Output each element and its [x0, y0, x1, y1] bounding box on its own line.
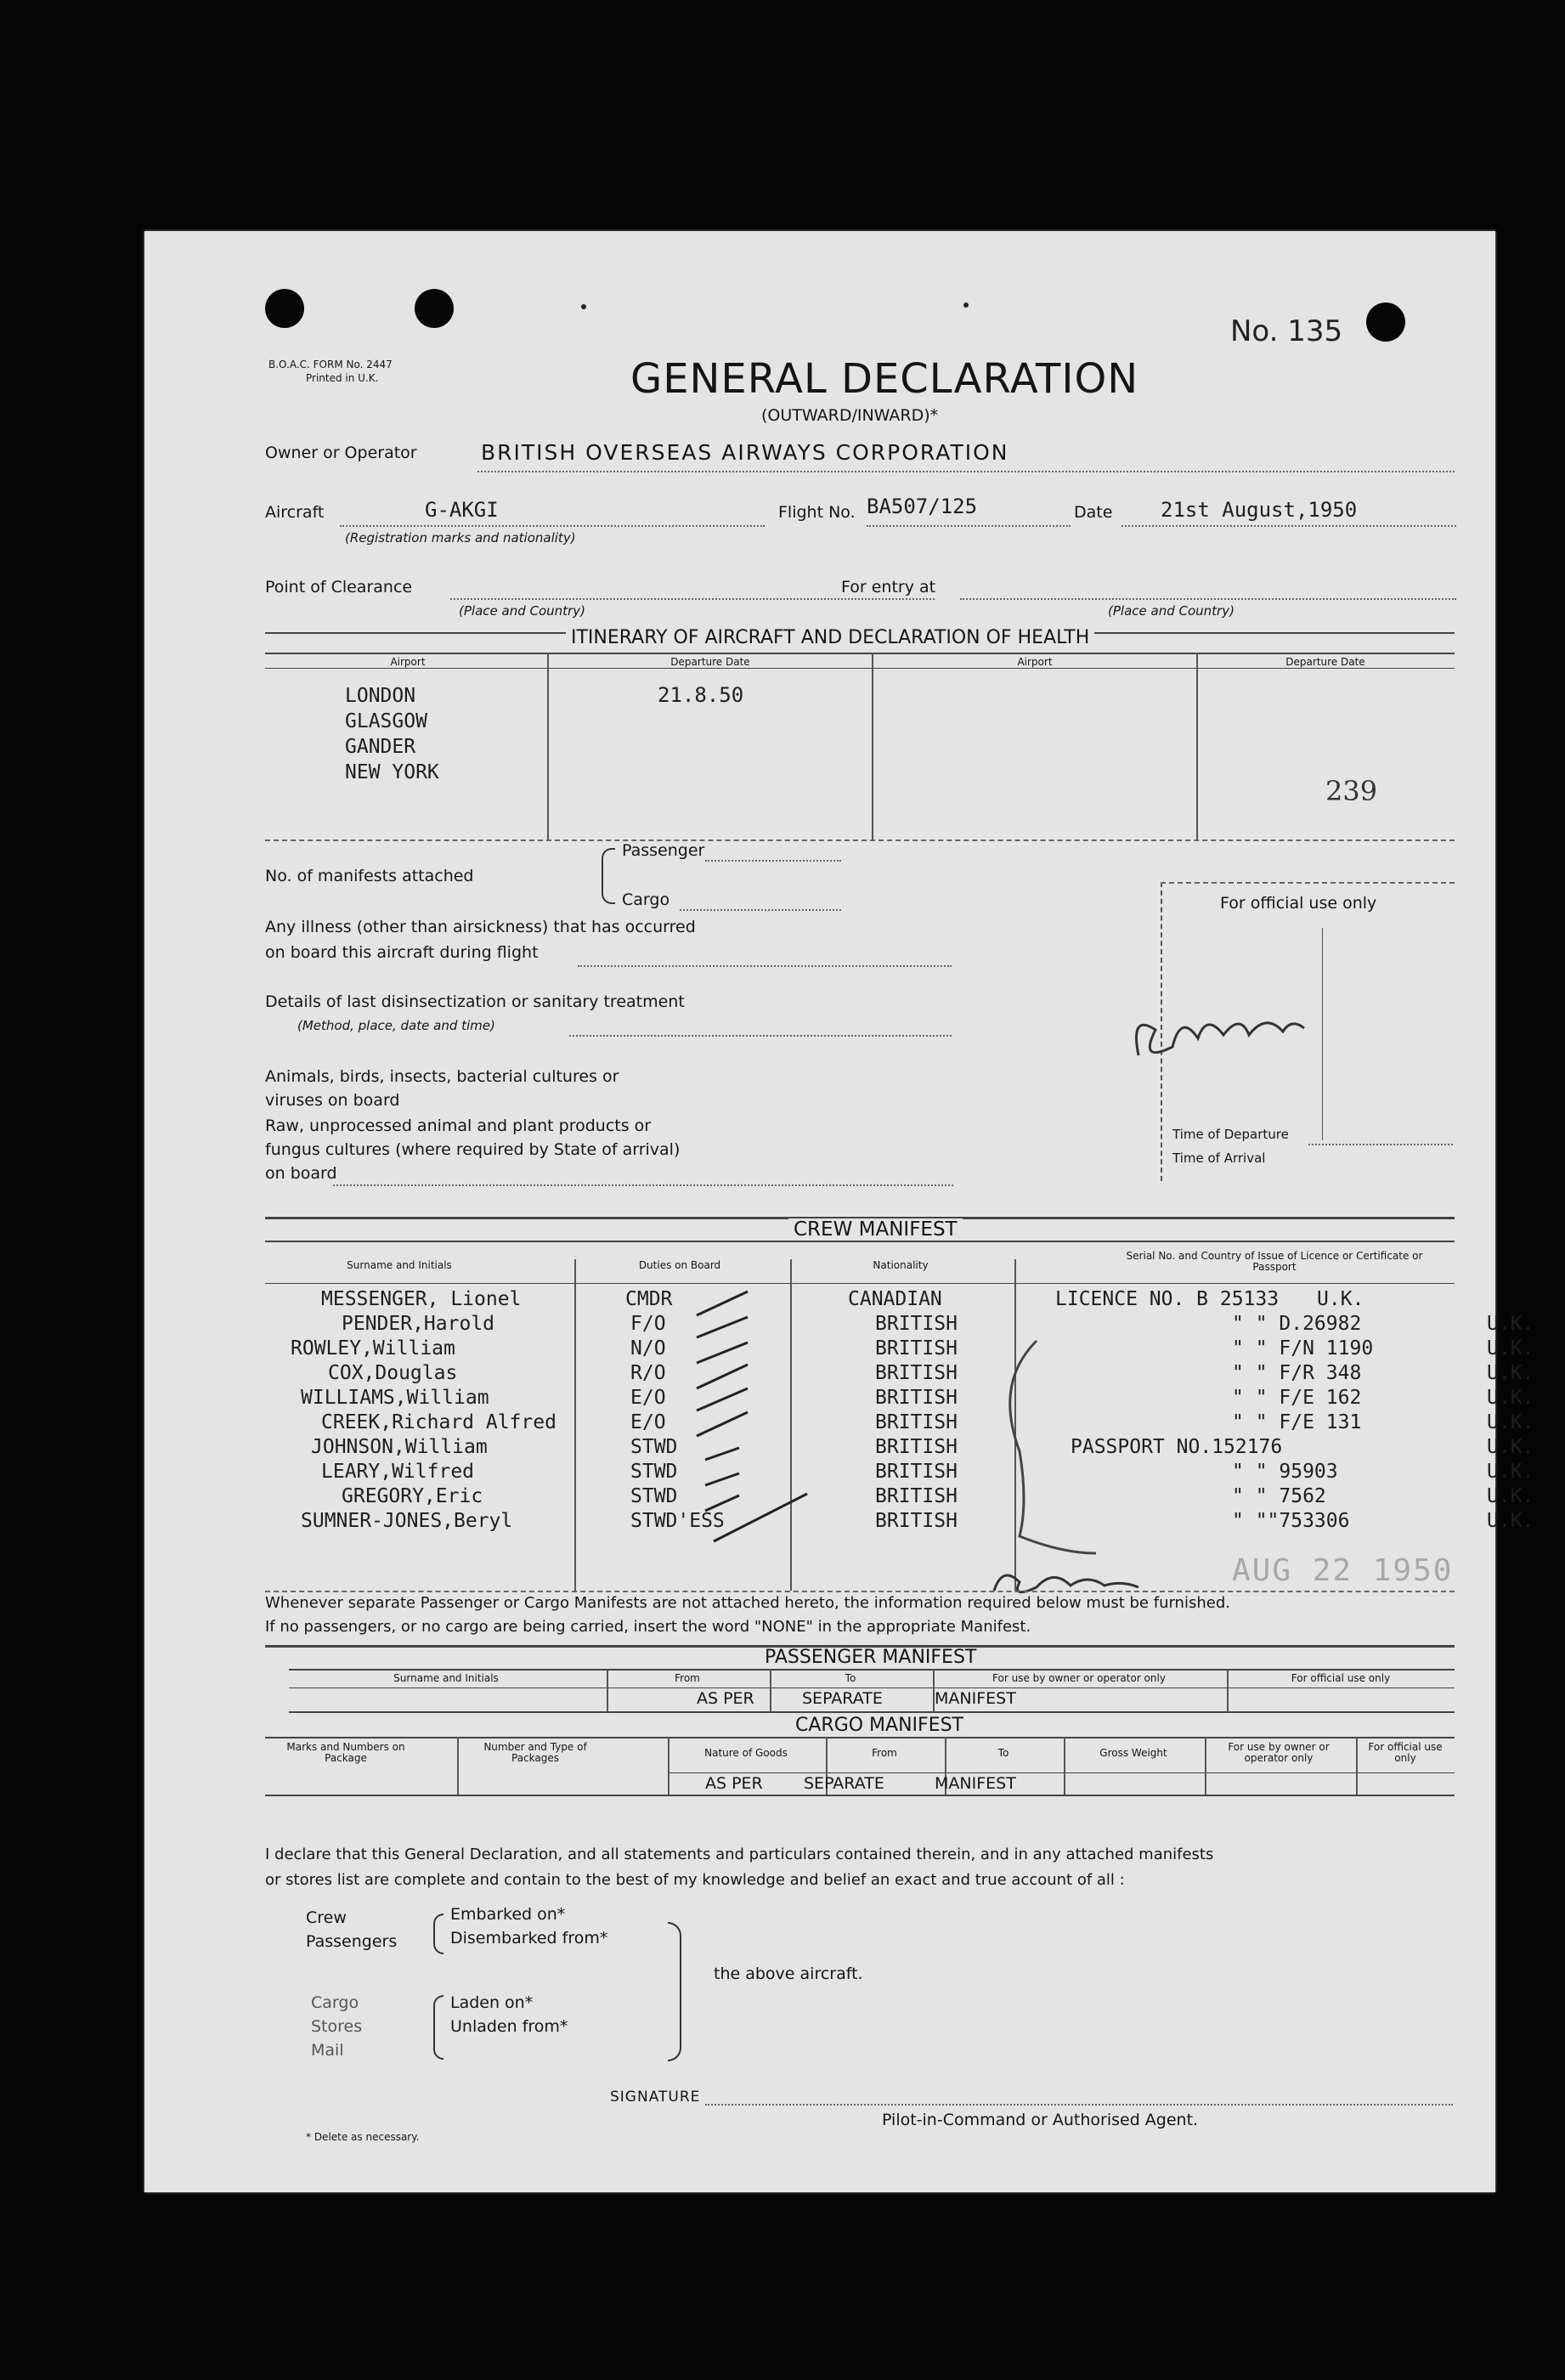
departure-date: 21.8.50 — [658, 683, 744, 707]
cargo-to-header: To — [997, 1747, 1009, 1759]
crew-document: " " F/E 162 — [1232, 1387, 1362, 1409]
itinerary-airports — [345, 683, 439, 785]
above-aircraft: the above aircraft. — [714, 1964, 863, 1983]
crew-document: PASSPORT NO.152176 — [1071, 1436, 1283, 1458]
handwritten-number: 239 — [1325, 775, 1378, 807]
crew-check-marks — [620, 1281, 1232, 1570]
illness-line-1: Any illness (other than airsickness) that has occurred — [265, 918, 696, 936]
form-subtitle: (OUTWARD/INWARD)* — [761, 406, 939, 425]
cargo-marks-header: Marks and Numbers on Package — [286, 1741, 405, 1764]
disembarked-label: Disembarked from* — [450, 1929, 608, 1948]
crew-document: " " F/N 1190 — [1232, 1337, 1374, 1360]
signature-label: SIGNATURE — [610, 2089, 701, 2106]
declaration-line-2: or stores list are complete and contain to the best of my knowledge and belief an exact and true account of all : — [265, 1871, 1125, 1889]
crew-nationality: BRITISH — [875, 1337, 958, 1360]
crew-name: CREEK,Richard Alfred — [321, 1411, 557, 1433]
animals-line-3: Raw, unprocessed animal and plant products or — [265, 1117, 652, 1135]
flight-label: Flight No. — [778, 503, 856, 522]
cargo-owner-header: For use by owner or operator only — [1228, 1741, 1330, 1764]
registration-note: (Registration marks and nationality) — [345, 530, 576, 546]
crew-country: U.K. — [1487, 1337, 1534, 1360]
departure-date-header: Departure Date — [1285, 656, 1365, 668]
cargo-label: Cargo — [622, 890, 670, 909]
crew-country: U.K. — [1317, 1288, 1364, 1310]
airport-header: Airport — [1017, 656, 1053, 668]
footnote: * Delete as necessary. — [306, 2131, 420, 2143]
animals-line-2: viruses on board — [265, 1091, 400, 1110]
form-number: No. 135 — [1230, 314, 1343, 348]
pilot-label: Pilot-in-Command or Authorised Agent. — [882, 2111, 1199, 2129]
declaration-form — [144, 231, 1534, 2192]
cargo-manifest-title: CARGO MANIFEST — [795, 1715, 963, 1736]
passenger-as-per: AS PER — [697, 1689, 754, 1708]
passenger-label: Passenger — [622, 841, 705, 860]
passenger-official-header: For official use only — [1291, 1672, 1391, 1684]
punch-hole — [1366, 302, 1405, 342]
crew-nationality: BRITISH — [875, 1485, 958, 1507]
crew-duty: STWD'ESS — [630, 1510, 725, 1532]
crew-country: U.K. — [1487, 1362, 1534, 1384]
crew-document: " " 95903 — [1232, 1461, 1338, 1483]
passenger-from-header: From — [675, 1672, 700, 1684]
crew-name: LEARY,Wilfred — [321, 1461, 475, 1483]
disinsection-line-1: Details of last disinsectization or sanitary treatment — [265, 992, 685, 1011]
date-stamp: AUG 22 1950 — [1232, 1553, 1454, 1588]
animals-line-1: Animals, birds, insects, bacterial cultures or — [265, 1067, 619, 1086]
crew-name-header: Surname and Initials — [347, 1259, 452, 1271]
crew-country: U.K. — [1487, 1510, 1534, 1532]
animals-line-4: fungus cultures (where required by State of arrival) — [265, 1140, 681, 1159]
airport-4: NEW YORK — [345, 761, 439, 783]
cargo-manifest: MANIFEST — [935, 1774, 1016, 1793]
printed-note: Printed in U.K. — [306, 372, 379, 384]
crew-country: U.K. — [1487, 1387, 1534, 1409]
aircraft-label: Aircraft — [265, 503, 325, 522]
speck — [963, 302, 969, 308]
clearance-note: (Place and Country) — [459, 603, 585, 619]
operator-value: BRITISH OVERSEAS AIRWAYS CORPORATION — [481, 440, 1009, 465]
crew-country: U.K. — [1487, 1436, 1534, 1458]
cargo-from-header: From — [872, 1747, 897, 1759]
cargo-packages-header: Number and Type of Packages — [483, 1741, 587, 1764]
airport-3: GANDER — [345, 736, 416, 758]
crew-duty: E/O — [630, 1387, 666, 1409]
form-code: B.O.A.C. FORM No. 2447 — [268, 359, 393, 370]
crew-document: " " D.26982 — [1232, 1313, 1362, 1335]
crew-document: " " F/R 348 — [1232, 1362, 1362, 1384]
passenger-manifest: MANIFEST — [935, 1689, 1016, 1708]
date-value: 21st August,1950 — [1161, 498, 1358, 522]
crew-name: GREGORY,Eric — [342, 1485, 483, 1507]
notice-line-1: Whenever separate Passenger or Cargo Manifests are not attached hereto, the information required below must be furnished. — [265, 1594, 1230, 1612]
crew-name: WILLIAMS,William — [301, 1387, 489, 1409]
crew-country: U.K. — [1487, 1461, 1534, 1483]
crew-country: U.K. — [1487, 1411, 1534, 1433]
crew-duty: STWD — [630, 1436, 678, 1458]
crew-duty: R/O — [630, 1362, 666, 1384]
itinerary-title: ITINERARY OF AIRCRAFT AND DECLARATION OF HEALTH — [566, 627, 1094, 648]
form-title: GENERAL DECLARATION — [630, 355, 1139, 403]
crew-document: " " F/E 131 — [1232, 1411, 1362, 1433]
crew-duty: STWD — [630, 1485, 678, 1507]
time-of-arrival: Time of Arrival — [1172, 1150, 1266, 1166]
crew-name: JOHNSON,William — [311, 1436, 488, 1458]
cargo-as-per: AS PER — [705, 1774, 763, 1793]
entry-label: For entry at — [841, 578, 936, 596]
flight-number: BA507/125 — [867, 495, 978, 518]
crew-country: U.K. — [1487, 1485, 1534, 1507]
crew-nationality: BRITISH — [875, 1362, 958, 1384]
passenger-to-header: To — [845, 1672, 856, 1684]
crew-document: " ""753306 — [1232, 1510, 1350, 1532]
notice-line-2: If no passengers, or no cargo are being carried, insert the word "NONE" in the appropriate Manifest. — [265, 1618, 1031, 1636]
official-signature — [1121, 979, 1342, 1081]
crew-duty: STWD — [630, 1461, 678, 1483]
cargo-official-header: For official use only — [1368, 1741, 1443, 1764]
passenger-owner-header: For use by owner or operator only — [992, 1672, 1166, 1684]
animals-line-5: on board — [265, 1164, 337, 1183]
time-of-departure: Time of Departure — [1172, 1127, 1289, 1142]
airport-2: GLASGOW — [345, 710, 427, 732]
punch-hole — [265, 289, 304, 328]
crew-nationality: BRITISH — [875, 1436, 958, 1458]
crew-duty: CMDR — [625, 1288, 673, 1310]
passenger-manifest-title: PASSENGER MANIFEST — [765, 1647, 977, 1668]
crew-manifest-title: CREW MANIFEST — [788, 1218, 963, 1241]
mail-label: Mail — [311, 2041, 344, 2060]
crew-duties-header: Duties on Board — [638, 1259, 721, 1271]
punch-hole — [415, 289, 454, 328]
official-use-title: For official use only — [1220, 894, 1377, 913]
embarked-label: Embarked on* — [450, 1905, 566, 1924]
crew-country: U.K. — [1487, 1313, 1534, 1335]
crew-nationality: BRITISH — [875, 1510, 958, 1532]
airport-1: LONDON — [345, 685, 416, 707]
crew-duty: F/O — [630, 1313, 666, 1335]
crew-nationality: BRITISH — [875, 1387, 958, 1409]
passenger-name-header: Surname and Initials — [393, 1672, 499, 1684]
crew-name: MESSENGER, Lionel — [321, 1288, 522, 1310]
departure-date-header: Departure Date — [670, 656, 750, 668]
crew-name: COX,Douglas — [328, 1362, 458, 1384]
crew-document: " " 7562 — [1232, 1485, 1326, 1507]
passenger-separate: SEPARATE — [802, 1689, 883, 1708]
disinsection-line-2: (Method, place, date and time) — [297, 1018, 495, 1033]
crew-name: SUMNER-JONES,Beryl — [301, 1510, 513, 1532]
unladen-label: Unladen from* — [450, 2017, 568, 2036]
airport-header: Airport — [390, 656, 426, 668]
crew-nationality: CANADIAN — [848, 1288, 942, 1310]
cargo-weight-header: Gross Weight — [1099, 1747, 1167, 1759]
crew-name: PENDER,Harold — [342, 1313, 495, 1335]
crew-document: LICENCE NO. B 25133 — [1055, 1288, 1280, 1310]
cargo-separate: SEPARATE — [804, 1774, 884, 1793]
crew-name: ROWLEY,William — [291, 1337, 455, 1360]
crew-nationality: BRITISH — [875, 1411, 958, 1433]
stores-label: Stores — [311, 2017, 363, 2036]
manifests-label: No. of manifests attached — [265, 867, 474, 885]
illness-line-2: on board this aircraft during flight — [265, 943, 539, 962]
crew-label: Crew — [306, 1908, 347, 1927]
cargo-decl-label: Cargo — [311, 1993, 359, 2012]
crew-nationality-header: Nationality — [873, 1259, 929, 1271]
clearance-label: Point of Clearance — [265, 578, 413, 596]
crew-duty: N/O — [630, 1337, 666, 1360]
date-label: Date — [1074, 503, 1113, 522]
aircraft-registration: G-AKGI — [425, 498, 499, 522]
cargo-goods-header: Nature of Goods — [704, 1747, 788, 1759]
operator-label: Owner or Operator — [265, 444, 417, 462]
crew-duty: E/O — [630, 1411, 666, 1433]
crew-nationality: BRITISH — [875, 1313, 958, 1335]
crew-licence-header: Serial No. and Country of Issue of Licence or Certificate or Passport — [1126, 1250, 1423, 1273]
laden-label: Laden on* — [450, 1993, 534, 2012]
passengers-label: Passengers — [306, 1932, 398, 1951]
crew-nationality: BRITISH — [875, 1461, 958, 1483]
entry-note: (Place and Country) — [1108, 603, 1234, 619]
speck — [581, 304, 586, 309]
declaration-line-1: I declare that this General Declaration, and all statements and particulars contained therein, and in any attached manifests — [265, 1846, 1214, 1863]
